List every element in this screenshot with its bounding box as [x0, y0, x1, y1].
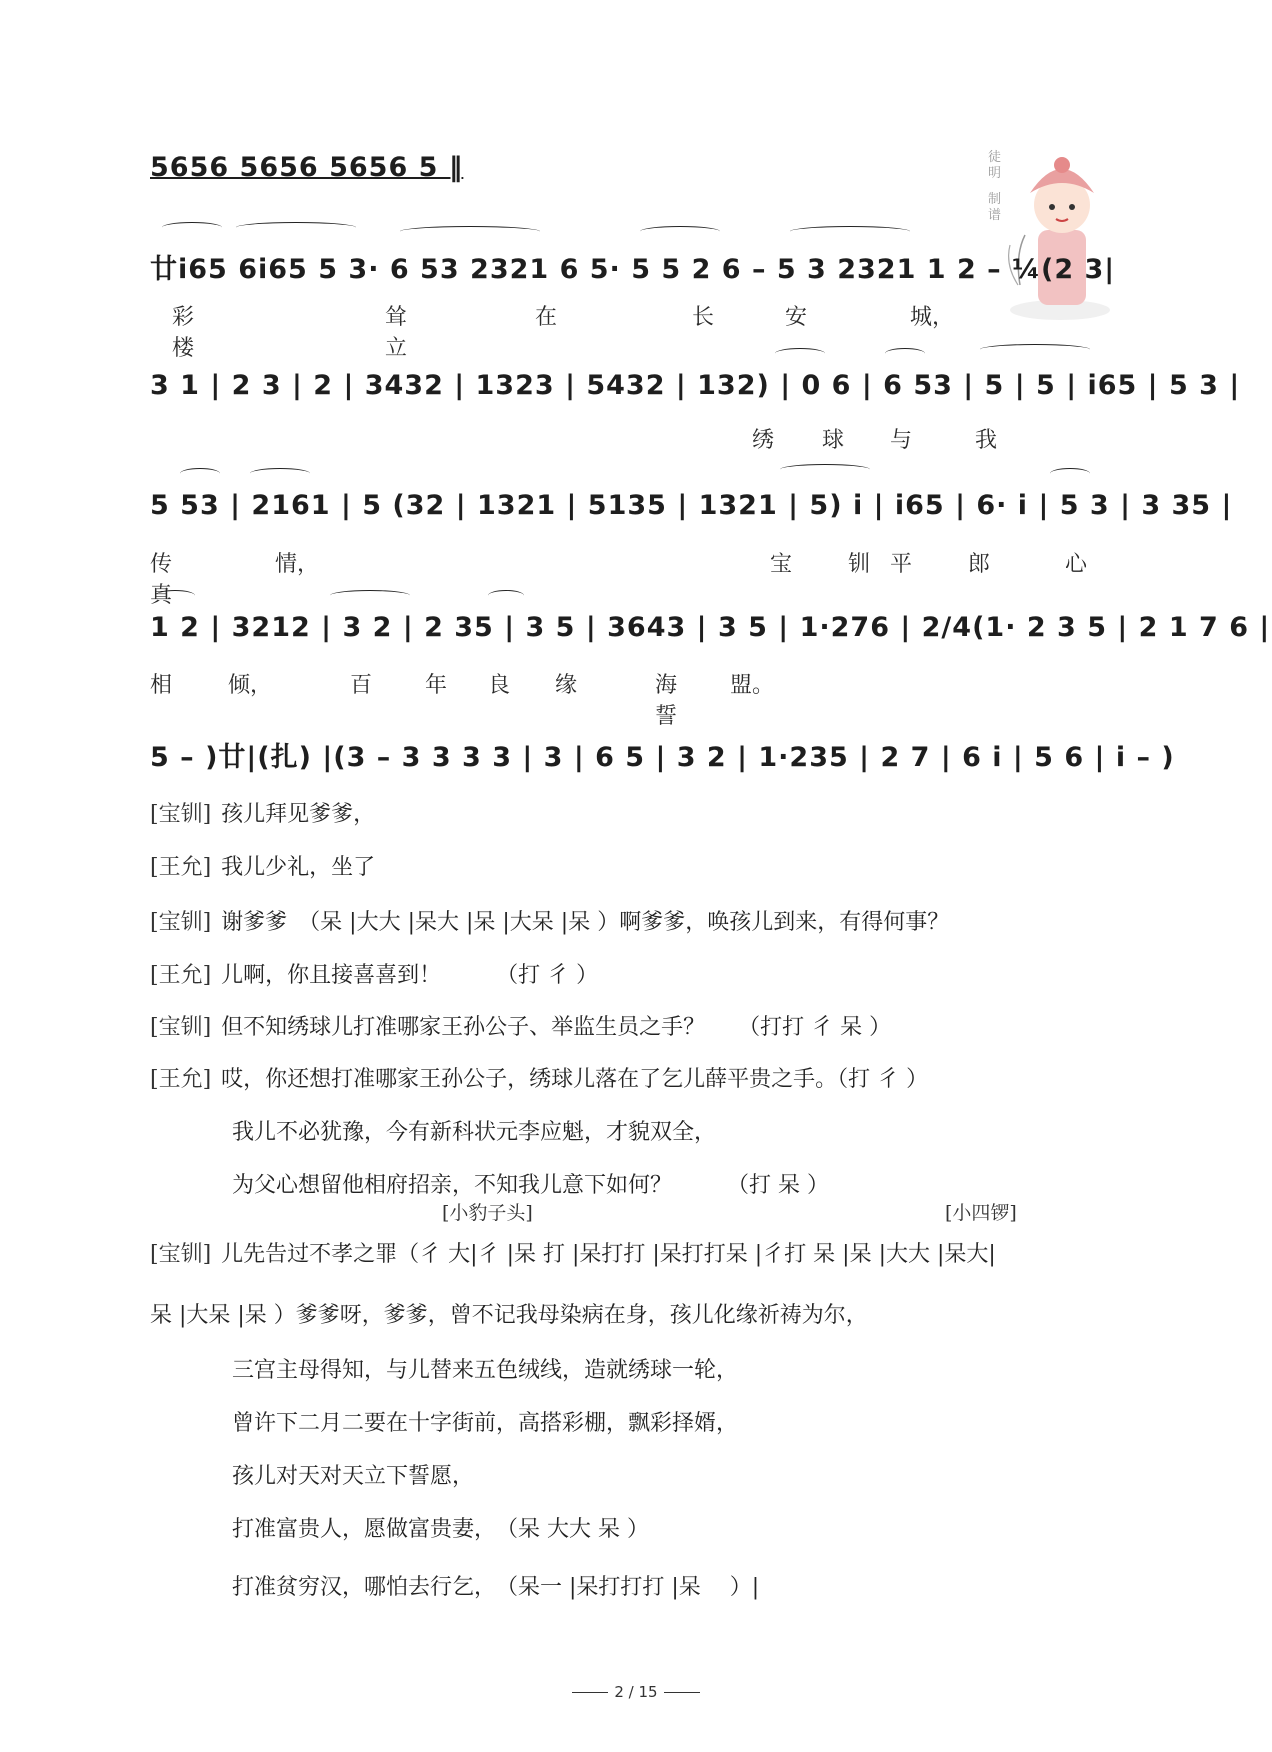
notation-line-2: 廿i65 6i65 5 3· 6 53 2321 6 5· 5 5 2 6 – 5 3 2321 1 2 – ¼(2 3|: [150, 254, 1116, 285]
dialogue-line: [宝钏] 但不知绣球儿打准哪家王孙公子、举监生员之手？ （打打 彳 呆 ）: [150, 1015, 892, 1040]
notation-line-4: 5 53 | 2161 | 5 (32 | 1321 | 5135 | 1321 | 5) i | i65 | 6· i | 5 3 | 3 35 |: [150, 490, 1233, 521]
dialogue-continuation: 呆 |大呆 |呆 ）爹爹呀，爹爹，曾不记我母染病在身，孩儿化缘祈祷为尔，: [150, 1303, 868, 1328]
dialogue-line: [王允] 哎，你还想打准哪家王孙公子，绣球儿落在了乞儿薛平贵之手。（打 彳 ）: [150, 1067, 929, 1092]
dialogue-line: [宝钏] 儿先告过不孝之罪（彳 大|彳 |呆 打 |呆打打 |呆打打呆 |彳打 呆 |呆 |大大 |呆大|: [150, 1242, 996, 1267]
dialogue-line: [宝钏] 谢爹爹 （呆 |大大 |呆大 |呆 |大呆 |呆 ）啊爹爹，唤孩儿到来，有得何事？: [150, 910, 950, 935]
stamp-text: 徒 明 制 谱: [988, 150, 1002, 223]
dialogue-continuation: 为父心想留他相府招亲，不知我儿意下如何？ （打 呆 ）: [232, 1173, 829, 1198]
dialogue-line: [宝钏] 孩儿拜见爹爹，: [150, 802, 376, 827]
dialogue-line: [王允] 我儿少礼，坐了: [150, 855, 376, 880]
notation-line-6: 5 – )廿|(扎) |(3 – 3 3 3 3 | 3 | 6 5 | 3 2 | 1·235 | 2 7 | 6 i | 5 6 | i – ): [150, 742, 1175, 773]
annotation-left: [小豹子头]: [442, 1202, 533, 1224]
dialogue-continuation: 我儿不必犹豫，今有新科状元李应魁，才貌双全，: [232, 1120, 717, 1145]
annotation-right: [小四锣]: [945, 1202, 1017, 1224]
notation-line-1: 5656 5656 5656 5 ‖: [150, 152, 464, 183]
notation-line-5: 1 2 | 3212 | 3 2 | 2 35 | 3 5 | 3643 | 3 5 | 1·276 | 2/4(1· 2 3 5 | 2 1 7 6 |: [150, 612, 1271, 643]
dialogue-continuation: 三宫主母得知，与儿替来五色绒线，造就绣球一轮，: [232, 1358, 739, 1383]
dialogue-line: [王允] 儿啊，你且接喜喜到！ （打 彳 ）: [150, 963, 599, 988]
page-number: 2 / 15: [0, 1683, 1272, 1701]
score-page: 徒 明 制 谱 5656 5656 5656 5 ‖ 廿i65 6i65 5 3· 6 53 2321 6 5· 5 5 2 6 – 5 3 2321 1 2 – ¼(2 3| 彩楼 耸立 在 长 安 城， 3 1 | 2 3 | 2 | 3432 | 1323 | 5432 | 132) | 0 6 | 6 53 | 5 | 5 | i65 | 5 3 | 绣 球 与 我 5 53 | 2161 | 5 (32 | 1321 | 5135 | 1321 | 5) i | i65 | 6· i | 5 3 | 3 35 | 传真 情， 宝 钏 平 郎 心 1 2 | 3212 | 3 2 | 2 35 | 3 5 | 3643 | 3 5 | 1·276 | 2/4(1· 2 3 5 | 2 1 7 6 | 相 倾， 百 年 良 缘 海誓 盟。 5 – )廿|(扎) |(3 – 3 3 3 3 | 3 | 6 5 | 3 2 | 1·235 | 2 7 | 6 i | 5 6 | i – ) [宝钏] 孩儿拜见爹爹， [王允] 我儿少礼，坐了 [宝钏] 谢爹爹 （呆 |大大 |呆大 |呆 |大呆 |呆 ）啊爹爹，唤孩儿到来，有得何事？ [王允] 儿啊，你且接喜喜到！ （打 彳 ） [宝钏] 但不知绣球儿打准哪家王孙公子、举监生员之手？ （打打 彳 呆 ） [王允] 哎，你还想打准哪家王孙公子，绣球儿落在了乞儿薛平贵之手。（打 彳 ） 我儿不必犹豫，今有新科状元李应魁，才貌双全， 为父心想留他相府招亲，不知我儿意下如何？ （打 呆 ） [小豹子头] [小四锣] [宝钏] 儿先告过不孝之罪（彳 大|彳 |呆 打 |呆打打 |呆打打呆 |彳打 呆 |呆 |大大 |呆大| 呆 |大呆 |呆 ）爹爹呀，爹爹，曾不记我母染病在身，孩儿化缘祈祷为尔， 三宫主母得知，与儿替来五色绒线，造就绣球一轮， 曾许下二月二要在十字街前，高搭彩棚，飘彩择婿， 孩儿对天对天立下誓愿， 打准富贵人，愿做富贵妻， （呆 大大 呆 ） 打准贫穷汉，哪怕去行乞， （呆一 |呆打打打 |呆 ）| 2 / 15: [0, 0, 1272, 1752]
dialogue-continuation: 孩儿对天对天立下誓愿，: [232, 1464, 475, 1489]
dialogue-continuation: 打准富贵人，愿做富贵妻， （呆 大大 呆 ）: [232, 1517, 649, 1542]
notation-line-3: 3 1 | 2 3 | 2 | 3432 | 1323 | 5432 | 132) | 0 6 | 6 53 | 5 | 5 | i65 | 5 3 |: [150, 370, 1241, 401]
dialogue-continuation: 打准贫穷汉，哪怕去行乞， （呆一 |呆打打打 |呆 ）|: [232, 1575, 760, 1600]
dialogue-continuation: 曾许下二月二要在十字街前，高搭彩棚，飘彩择婿，: [232, 1411, 739, 1436]
